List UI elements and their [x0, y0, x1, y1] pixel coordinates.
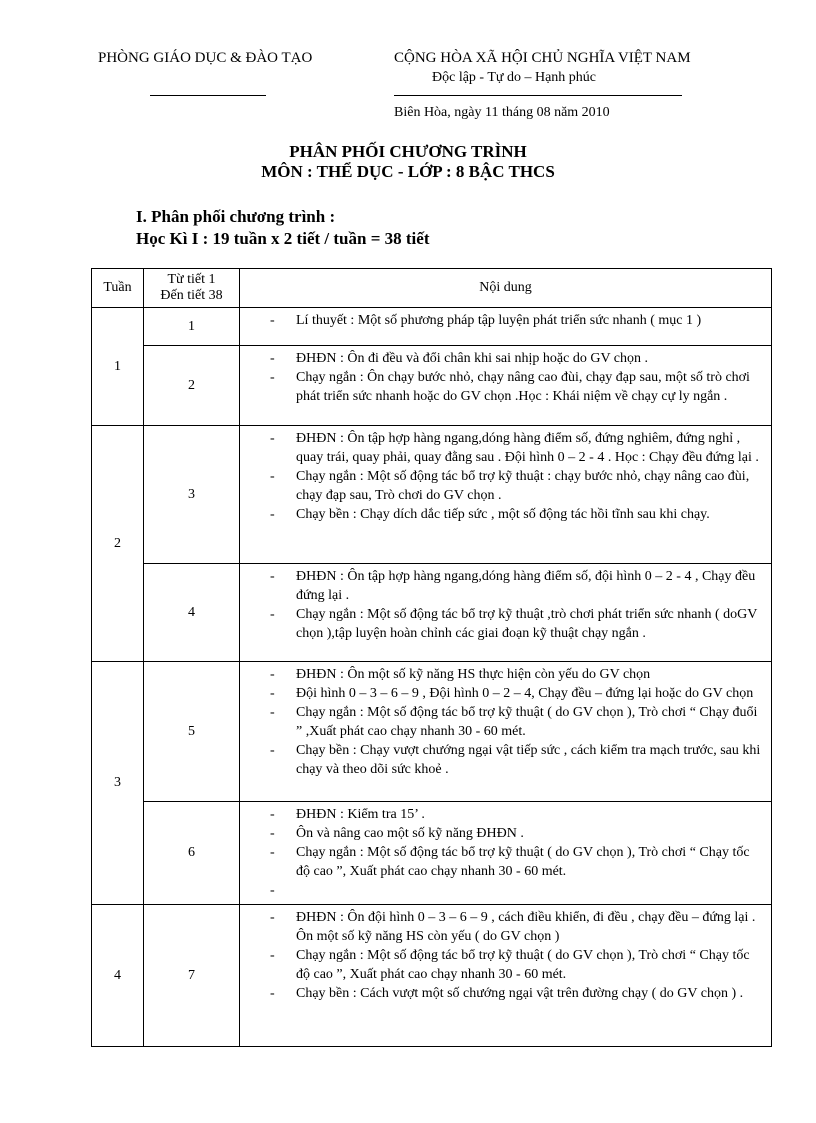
content-item: - ĐHĐN : Ôn đi đều và đổi chân khi sai nhịp hoặc do GV chọn .: [270, 349, 761, 368]
table-row: [92, 308, 772, 346]
lesson-number-cell: 5: [144, 662, 240, 802]
table-row: [92, 426, 772, 564]
curriculum-table: [91, 268, 772, 1047]
lesson-content-cell: [240, 662, 772, 802]
week-cell: 2: [92, 426, 144, 662]
lesson-content-cell: [240, 905, 772, 1047]
table-header-row: [92, 269, 772, 308]
national-motto: Độc lập - Tự do – Hạnh phúc: [432, 70, 597, 85]
column-header-lesson: [144, 269, 240, 308]
table-row: [92, 564, 772, 662]
week-cell: 4: [92, 905, 144, 1047]
lesson-content-cell: [240, 564, 772, 662]
content-item: - Đội hình 0 – 3 – 6 – 9 , Đội hình 0 – 2 – 4, Chạy đều – đứng lại hoặc do GV chọn: [270, 684, 761, 703]
department-name: PHÒNG GIÁO DỤC & ĐÀO TẠO: [98, 50, 313, 66]
document-title: PHÂN PHỐI CHƯƠNG TRÌNH: [289, 142, 527, 161]
table-row: [92, 662, 772, 802]
content-item: - Chạy bền : Chạy dích dắc tiếp sức , một số động tác hồi tĩnh sau khi chạy.: [270, 505, 761, 524]
table-row: [92, 346, 772, 426]
content-item: - Chạy bền : Chạy vượt chướng ngại vật tiếp sức , cách kiểm tra mạch trước, sau khi chạy và theo dõi sức khoẻ .: [270, 741, 761, 779]
table-row: [92, 905, 772, 1047]
table-row: [92, 802, 772, 905]
content-item: - Chạy bền : Cách vượt một số chướng ngại vật trên đường chạy ( do GV chọn ) .: [270, 984, 761, 1003]
content-item: - ĐHĐN : Ôn một số kỹ năng HS thực hiện còn yếu do GV chọn: [270, 665, 761, 684]
content-item: [270, 881, 761, 897]
lesson-content-cell: [240, 802, 772, 905]
lesson-number-cell: 1: [144, 308, 240, 346]
week-cell: 3: [92, 662, 144, 905]
content-item: - Ôn và nâng cao một số kỹ năng ĐHĐN .: [270, 824, 761, 843]
lesson-content-cell: [240, 426, 772, 564]
lesson-number-cell: 3: [144, 426, 240, 564]
section-heading: I. Phân phối chương trình :: [136, 207, 336, 226]
week-cell: 1: [92, 308, 144, 426]
lesson-header-line2: Đến tiết 38: [160, 288, 223, 303]
content-item: - Chạy ngắn : Ôn chạy bước nhỏ, chạy nâng cao đùi, chạy đạp sau, một số trò chơi phát triển sức nhanh hoặc do GV chọn .Học : Khái niệm về chạy cự ly ngắn .: [270, 368, 761, 406]
lesson-content-cell: [240, 346, 772, 426]
content-item: - ĐHĐN : Kiểm tra 15’ .: [270, 805, 761, 824]
content-item: - Chạy ngắn : Một số động tác bổ trợ kỹ thuật : chạy bước nhỏ, chạy nâng cao đùi, chạy đạp sau, Trò chơi do GV chọn .: [270, 467, 761, 505]
column-header-week: Tuần: [92, 269, 144, 308]
lesson-number-cell: 7: [144, 905, 240, 1047]
column-header-content: Nội dung: [240, 269, 772, 308]
republic-name: CỘNG HÒA XÃ HỘI CHỦ NGHĨA VIỆT NAM: [394, 50, 691, 66]
content-item: - ĐHĐN : Ôn tập hợp hàng ngang,dóng hàng điểm số, đứng nghiêm, đứng nghỉ , quay trái, quay phải, quay đằng sau . Đội hình 0 – 2 - 4 . Học : Chạy đều đứng lại .: [270, 429, 761, 467]
lesson-number-cell: 2: [144, 346, 240, 426]
table-body: [92, 308, 772, 1047]
document-subtitle: MÔN : THỂ DỤC - LỚP : 8 BẬC THCS: [261, 162, 555, 181]
content-item: - Chạy ngắn : Một số động tác bổ trợ kỹ thuật ,trò chơi phát triển sức nhanh ( doGV chọn ),tập luyện hoàn chỉnh các giai đoạn kỹ thuật chạy ngắn .: [270, 605, 761, 643]
content-item: - ĐHĐN : Ôn đội hình 0 – 3 – 6 – 9 , cách điều khiển, đi đều , chạy đều – đứng lại . Ôn một số kỹ năng HS còn yếu ( do GV chọn ): [270, 908, 761, 946]
lesson-number-cell: 4: [144, 564, 240, 662]
lesson-number-cell: 6: [144, 802, 240, 905]
lesson-header-line1: Từ tiết 1: [167, 272, 216, 287]
document-date: Biên Hòa, ngày 11 tháng 08 năm 2010: [394, 105, 610, 120]
content-item: - Chạy ngắn : Một số động tác bổ trợ kỹ thuật ( do GV chọn ), Trò chơi “ Chạy tốc độ cao ”, Xuất phát cao chạy nhanh 30 - 60 mét.: [270, 946, 761, 984]
content-item: - Lí thuyết : Một số phương pháp tập luyện phát triển sức nhanh ( mục 1 ): [270, 311, 761, 330]
semester-summary: Học Kì I : 19 tuần x 2 tiết / tuần = 38 tiết: [136, 229, 430, 248]
content-item: - Chạy ngắn : Một số động tác bổ trợ kỹ thuật ( do GV chọn ), Trò chơi “ Chạy đuổi ” ,Xuất phát cao chạy nhanh 30 - 60 mét.: [270, 703, 761, 741]
left-divider: [150, 95, 266, 96]
right-divider: [394, 95, 682, 96]
lesson-content-cell: [240, 308, 772, 346]
content-item: - ĐHĐN : Ôn tập hợp hàng ngang,dóng hàng điểm số, đội hình 0 – 2 - 4 , Chạy đều đứng lại .: [270, 567, 761, 605]
content-item: - Chạy ngắn : Một số động tác bổ trợ kỹ thuật ( do GV chọn ), Trò chơi “ Chạy tốc độ cao ”, Xuất phát cao chạy nhanh 30 - 60 mét.: [270, 843, 761, 881]
